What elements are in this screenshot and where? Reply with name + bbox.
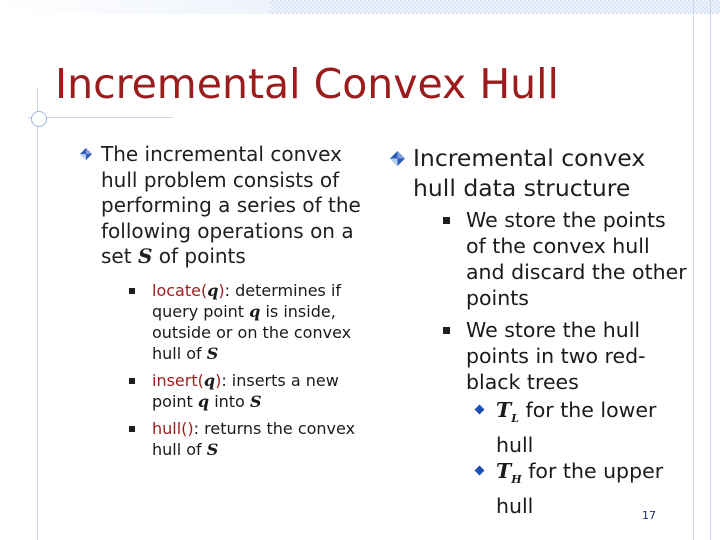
left-bullet-text: [101, 142, 365, 270]
store-trees-text: We store the hull points in two red-black trees: [466, 318, 646, 394]
op-insert-var: q: [197, 391, 210, 411]
list-item: [443, 207, 690, 311]
top-gradient-band: [0, 0, 270, 14]
op-locate-desc-a: : determines if query point: [152, 280, 342, 321]
right-column: [390, 143, 690, 525]
list-item: [129, 280, 365, 364]
op-locate-name: locate: [152, 280, 201, 300]
op-locate-var: q: [249, 301, 261, 321]
op-locate-close: ): [218, 280, 225, 300]
top-checker-band: [270, 0, 720, 14]
small-diamond-bullet-icon: [475, 466, 485, 476]
op-insert-open: (: [197, 370, 204, 390]
data-structure-list: [443, 207, 690, 519]
square-bullet-icon: [129, 378, 135, 384]
op-hull-name: hull: [152, 418, 182, 438]
list-item: [129, 370, 365, 412]
page-number: 17: [642, 509, 656, 522]
op-insert-var2: S: [249, 391, 262, 411]
op-insert-close: ): [215, 370, 222, 390]
diamond-bullet-icon: [80, 148, 92, 160]
left-column: [80, 142, 365, 466]
left-vertical-rule: [37, 88, 38, 540]
op-locate-open: (: [200, 280, 208, 300]
op-hull-call: (): [181, 418, 194, 438]
square-bullet-icon: [129, 426, 135, 432]
intro-tail-text: of points: [158, 244, 246, 268]
op-insert-desc-a: : inserts a new point: [152, 370, 339, 411]
op-locate-arg: q: [207, 280, 219, 300]
set-s-var: S: [137, 244, 153, 268]
store-points-text: We store the points of the convex hull and discard the other points: [466, 208, 687, 310]
title-underline-rule: [28, 117, 173, 118]
intro-text: The incremental convex hull problem consists of performing a series of the following operations on a set: [101, 142, 361, 268]
tree-lower-var: T: [496, 398, 512, 422]
op-insert-desc-b: into: [214, 391, 245, 411]
tree-upper-text: for the upper hull: [496, 459, 664, 519]
square-bullet-icon: [443, 327, 450, 334]
square-bullet-icon: [129, 288, 135, 294]
op-insert-name: insert: [152, 370, 198, 390]
corner-circle-ornament: [31, 111, 47, 127]
op-hull-var2: S: [206, 439, 219, 459]
left-bullet: [80, 142, 365, 460]
slide-title: Incremental Convex Hull: [55, 60, 559, 108]
diamond-bullet-icon: [390, 151, 405, 166]
tree-upper-sub: H: [511, 473, 522, 487]
list-item: [129, 418, 365, 460]
operations-list: [129, 280, 365, 460]
right-vertical-rule-outer: [710, 0, 711, 540]
op-insert-arg: q: [203, 370, 216, 390]
list-item: [476, 397, 690, 458]
op-locate-var2: S: [206, 343, 219, 363]
op-hull-desc-a: : returns the convex hull of: [152, 418, 356, 459]
trees-list: [476, 397, 690, 519]
right-bullet: [390, 143, 690, 519]
right-heading: Incremental convex hull data structure: [413, 144, 646, 202]
list-item: [443, 317, 690, 519]
right-vertical-rule: [693, 0, 694, 540]
tree-lower-text: for the lower hull: [496, 398, 657, 458]
tree-lower-sub: L: [511, 412, 519, 426]
tree-upper-var: T: [496, 459, 512, 484]
square-bullet-icon: [443, 217, 450, 224]
op-locate-desc-b: is inside, outside or on the convex hull of: [152, 301, 352, 363]
small-diamond-bullet-icon: [475, 405, 485, 415]
list-item: [476, 458, 690, 519]
